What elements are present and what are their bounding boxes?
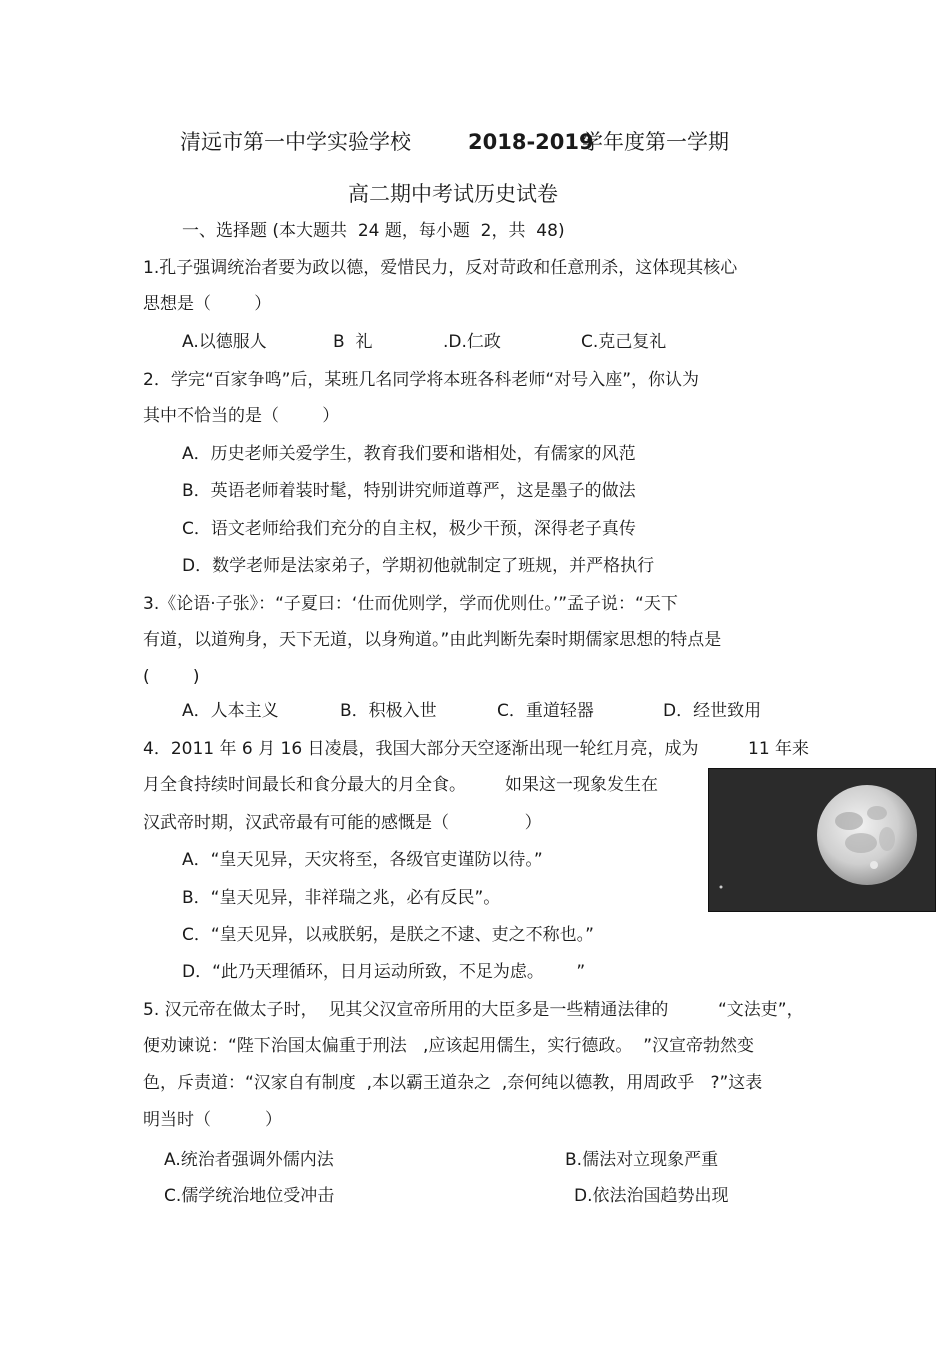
q1-stem-2: 思想是（ ） (143, 294, 272, 314)
q4-stem-3: 汉武帝时期，汉武帝最有可能的感慨是（ ） (143, 813, 542, 833)
q2-option-a: A．历史老师关爱学生，教育我们要和谐相处，有儒家的风范 (182, 444, 636, 464)
q2-option-b: B．英语老师着装时髦，特别讲究师道尊严，这是墨子的做法 (182, 481, 636, 501)
q4-option-a: A．“皇天见异，天灾将至，各级官吏谨防以待。” (182, 850, 543, 870)
q4-stem-2b: 如果这一现象发生在 (505, 775, 658, 795)
q3-stem-1: 3.《论语·子张》：“子夏曰：‘仕而优则学，学而优则仕。’”孟子说：“天下 (143, 594, 678, 614)
q5-option-b: B.儒法对立现象严重 (565, 1150, 719, 1170)
q4-stem-1b: 11 年来 (748, 739, 810, 759)
q5-stem-1a: 5. 汉元帝在做太子时， 见其父汉宣帝所用的大臣多是一些精通法律的 (143, 1000, 669, 1020)
q1-option-a: A.以德服人 (182, 332, 267, 352)
q2-option-c: C．语文老师给我们充分的自主权，极少干预，深得老子真传 (182, 519, 636, 539)
term: 学年度第一学期 (582, 130, 729, 154)
q5-stem-3: 色，斥责道：“汉家自有制度 ,本以霸王道杂之 ,奈何纯以德教，用周政乎 ?”这表 (143, 1073, 763, 1093)
q5-option-a: A.统治者强调外儒内法 (164, 1150, 334, 1170)
q5-stem-4: 明当时（ ） (143, 1110, 283, 1130)
q1-option-c: C.克己复礼 (581, 332, 667, 352)
school-name: 清远市第一中学实验学校 (180, 130, 411, 154)
q4-option-b: B．“皇天见异，非祥瑞之兆，必有反民”。 (182, 888, 501, 908)
q2-stem-2: 其中不恰当的是（ ） (143, 406, 340, 426)
q5-stem-2: 便劝谏说：“陛下治国太偏重于刑法 ,应该起用儒生，实行德政。 ”汉宣帝勃然变 (143, 1036, 755, 1056)
q4-stem-1a: 4．2011 年 6 月 16 日凌晨，我国大部分天空逐渐出现一轮红月亮，成为 (143, 739, 699, 759)
q2-stem-1: 2．学完“百家争鸣”后，某班几名同学将本班各科老师“对号入座”，你认为 (143, 370, 700, 390)
q4-option-d: D．“此乃天理循环，日月运动所致，不足为虑。 ” (182, 962, 586, 982)
q1-stem-1: 1.孔子强调统治者要为政以德，爱惜民力，反对苛政和任意刑杀，这体现其核心 (143, 258, 738, 278)
moon-icon (709, 769, 935, 911)
q3-stem-3: ( ) (143, 667, 200, 687)
school-year: 2018-2019 (468, 130, 594, 154)
q3-option-d: D．经世致用 (663, 701, 762, 721)
q4-option-c: C．“皇天见异，以戒朕躬，是朕之不逮、吏之不称也。” (182, 925, 594, 945)
q5-option-c: C.儒学统治地位受冲击 (164, 1186, 335, 1206)
q5-option-d: D.依法治国趋势出现 (574, 1186, 729, 1206)
q1-option-b: B 礼 (333, 332, 373, 352)
section-heading: 一、选择题 (本大题共 24 题，每小题 2，共 48) (182, 221, 565, 241)
q2-option-d: D．数学老师是法家弟子，学期初他就制定了班规，并严格执行 (182, 556, 655, 576)
q4-stem-2a: 月全食持续时间最长和食分最大的月全食。 (143, 775, 466, 795)
q3-stem-2: 有道，以道殉身，天下无道，以身殉道。”由此判断先秦时期儒家思想的特点是 (143, 630, 722, 650)
full-moon-photo (708, 768, 936, 912)
q5-stem-1b: “文法吏”， (718, 1000, 804, 1020)
q1-option-d: .D.仁政 (443, 332, 501, 352)
q3-option-a: A．人本主义 (182, 701, 279, 721)
exam-title: 高二期中考试历史试卷 (348, 182, 558, 206)
q3-option-c: C．重道轻器 (497, 701, 594, 721)
q3-option-b: B．积极入世 (340, 701, 437, 721)
